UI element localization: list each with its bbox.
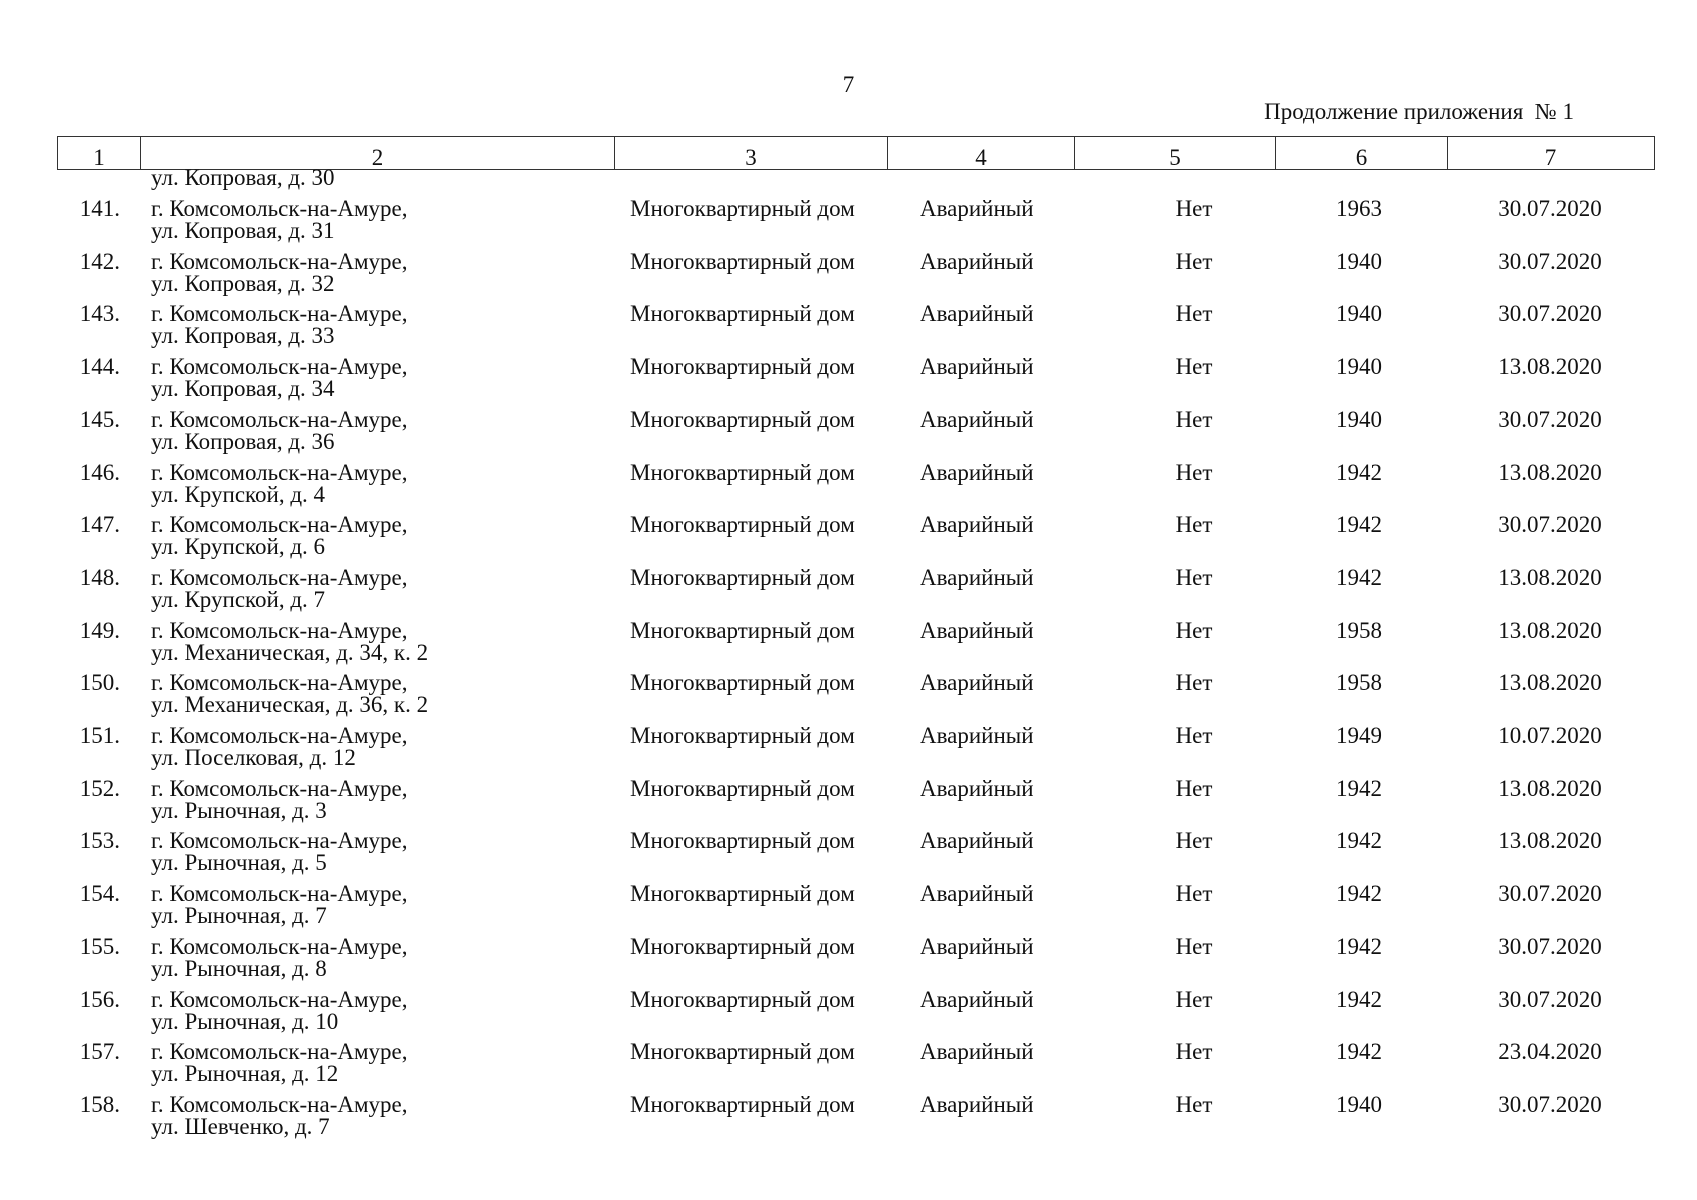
flag-value: Нет xyxy=(1175,248,1213,274)
flag-value: Нет xyxy=(1175,775,1213,801)
row-number: 156. xyxy=(79,986,120,1012)
table-row xyxy=(57,775,1655,831)
row-address xyxy=(151,830,611,874)
header-col-4: 4 xyxy=(888,137,1075,169)
row-address xyxy=(151,1041,611,1085)
building-type: Многоквартирный дом xyxy=(630,459,855,485)
row-number: 147. xyxy=(79,512,120,538)
building-state: Аварийный xyxy=(920,1091,1034,1117)
date-value: 30.07.2020 xyxy=(1498,196,1602,221)
address-city: г. Комсомольск-на-Амуре, xyxy=(151,723,408,748)
address-city: г. Комсомольск-на-Амуре, xyxy=(151,459,408,485)
date-value: 13.08.2020 xyxy=(1498,775,1602,801)
date-value: 13.08.2020 xyxy=(1498,459,1602,485)
table-row xyxy=(57,986,1655,1042)
address-city: г. Комсомольск-на-Амуре, xyxy=(151,775,408,801)
building-type: Многоквартирный дом xyxy=(630,933,855,959)
address-street: ул. Крупской, д. 4 xyxy=(151,481,326,507)
building-state: Аварийный xyxy=(920,248,1034,274)
row-address xyxy=(151,725,611,769)
row-address xyxy=(151,564,611,612)
table-row xyxy=(57,1091,1655,1147)
table-row xyxy=(57,933,1655,989)
row-address xyxy=(151,933,611,981)
flag-value: Нет xyxy=(1175,459,1213,485)
date-value: 13.08.2020 xyxy=(1498,564,1602,590)
address-city: г. Комсомольск-на-Амуре, xyxy=(151,512,408,538)
row-number: 150. xyxy=(79,670,120,696)
date-value: 30.07.2020 xyxy=(1498,406,1602,432)
address-street: ул. Рыночная, д. 12 xyxy=(151,1061,339,1087)
row-address xyxy=(151,775,611,823)
row-address xyxy=(151,672,611,716)
carryover-address: ул. Копровая, д. 30 xyxy=(151,165,335,190)
table-row xyxy=(57,406,1655,462)
building-type: Многоквартирный дом xyxy=(630,828,855,854)
building-state: Аварийный xyxy=(920,617,1034,643)
building-type: Многоквартирный дом xyxy=(630,986,855,1012)
table-row xyxy=(57,672,1655,725)
date-value: 30.07.2020 xyxy=(1498,301,1602,327)
row-address xyxy=(151,883,611,927)
date-value: 13.08.2020 xyxy=(1498,354,1602,380)
address-city: г. Комсомольск-на-Амуре, xyxy=(151,670,408,696)
address-street: ул. Копровая, д. 32 xyxy=(151,270,335,296)
building-state: Аварийный xyxy=(920,670,1034,696)
address-street: ул. Рыночная, д. 7 xyxy=(151,903,327,929)
row-number: 146. xyxy=(79,459,120,485)
address-city: г. Комсомольск-на-Амуре, xyxy=(151,828,408,854)
address-street: ул. Рыночная, д. 8 xyxy=(151,955,327,981)
address-city: г. Комсомольск-на-Амуре, xyxy=(151,617,408,643)
building-state: Аварийный xyxy=(920,828,1034,854)
row-number: 151. xyxy=(79,723,120,748)
building-type: Многоквартирный дом xyxy=(630,301,855,327)
header-col-2: 2 xyxy=(141,137,615,169)
table-row xyxy=(57,248,1655,304)
row-address xyxy=(151,356,611,400)
flag-value: Нет xyxy=(1175,670,1213,696)
building-state: Аварийный xyxy=(920,354,1034,380)
address-city: г. Комсомольск-на-Амуре, xyxy=(151,301,408,327)
building-type: Многоквартирный дом xyxy=(630,670,855,696)
building-type: Многоквартирный дом xyxy=(630,512,855,538)
building-state: Аварийный xyxy=(920,512,1034,538)
year-value: 1940 xyxy=(1336,248,1382,274)
row-number: 158. xyxy=(79,1091,120,1117)
year-value: 1940 xyxy=(1336,354,1382,380)
table-row xyxy=(57,198,1655,251)
year-value: 1942 xyxy=(1336,828,1382,854)
row-number: 144. xyxy=(79,354,120,380)
address-street: ул. Копровая, д. 33 xyxy=(151,323,335,349)
date-value: 30.07.2020 xyxy=(1498,881,1602,907)
year-value: 1942 xyxy=(1336,775,1382,801)
header-col-3: 3 xyxy=(615,137,888,169)
address-city: г. Комсомольск-на-Амуре, xyxy=(151,248,408,274)
year-value: 1942 xyxy=(1336,564,1382,590)
building-state: Аварийный xyxy=(920,406,1034,432)
date-value: 13.08.2020 xyxy=(1498,670,1602,696)
address-street: ул. Поселковая, д. 12 xyxy=(151,745,356,770)
table-row xyxy=(57,725,1655,778)
table-row xyxy=(57,356,1655,409)
address-city: г. Комсомольск-на-Амуре, xyxy=(151,881,408,907)
date-value: 30.07.2020 xyxy=(1498,248,1602,274)
building-type: Многоквартирный дом xyxy=(630,248,855,274)
year-value: 1942 xyxy=(1336,986,1382,1012)
row-address xyxy=(151,1091,611,1139)
address-street: ул. Копровая, д. 31 xyxy=(151,218,335,243)
table-row xyxy=(57,303,1655,356)
flag-value: Нет xyxy=(1175,1091,1213,1117)
year-value: 1958 xyxy=(1336,617,1382,643)
row-address xyxy=(151,459,611,507)
table-row xyxy=(57,459,1655,515)
flag-value: Нет xyxy=(1175,354,1213,380)
address-street: ул. Рыночная, д. 10 xyxy=(151,1008,339,1034)
flag-value: Нет xyxy=(1175,986,1213,1012)
year-value: 1963 xyxy=(1336,196,1382,221)
building-type: Многоквартирный дом xyxy=(630,1039,855,1065)
building-type: Многоквартирный дом xyxy=(630,1091,855,1117)
year-value: 1940 xyxy=(1336,301,1382,327)
date-value: 10.07.2020 xyxy=(1498,723,1602,748)
row-address xyxy=(151,248,611,296)
year-value: 1942 xyxy=(1336,881,1382,907)
row-number: 154. xyxy=(79,881,120,907)
building-type: Многоквартирный дом xyxy=(630,354,855,380)
building-state: Аварийный xyxy=(920,933,1034,959)
row-number: 143. xyxy=(79,301,120,327)
address-city: г. Комсомольск-на-Амуре, xyxy=(151,406,408,432)
address-street: ул. Рыночная, д. 3 xyxy=(151,797,327,823)
table-row xyxy=(57,830,1655,883)
building-state: Аварийный xyxy=(920,723,1034,748)
date-value: 30.07.2020 xyxy=(1498,933,1602,959)
address-city: г. Комсомольск-на-Амуре, xyxy=(151,196,408,221)
table-row xyxy=(57,1041,1655,1094)
header-col-5: 5 xyxy=(1075,137,1276,169)
flag-value: Нет xyxy=(1175,196,1213,221)
flag-value: Нет xyxy=(1175,828,1213,854)
building-state: Аварийный xyxy=(920,196,1034,221)
address-street: ул. Механическая, д. 34, к. 2 xyxy=(151,639,429,665)
address-city: г. Комсомольск-на-Амуре, xyxy=(151,564,408,590)
flag-value: Нет xyxy=(1175,512,1213,538)
address-street: ул. Копровая, д. 34 xyxy=(151,376,335,402)
address-street: ул. Крупской, д. 7 xyxy=(151,586,326,612)
flag-value: Нет xyxy=(1175,1039,1213,1065)
flag-value: Нет xyxy=(1175,881,1213,907)
appendix-note: Продолжение приложения № 1 xyxy=(1264,99,1574,124)
address-street: ул. Копровая, д. 36 xyxy=(151,428,335,454)
flag-value: Нет xyxy=(1175,301,1213,327)
building-state: Аварийный xyxy=(920,881,1034,907)
building-type: Многоквартирный дом xyxy=(630,881,855,907)
year-value: 1940 xyxy=(1336,1091,1382,1117)
building-state: Аварийный xyxy=(920,301,1034,327)
row-address xyxy=(151,303,611,347)
flag-value: Нет xyxy=(1175,406,1213,432)
row-number: 141. xyxy=(79,196,120,221)
header-col-1: 1 xyxy=(58,137,141,169)
flag-value: Нет xyxy=(1175,617,1213,643)
address-city: г. Комсомольск-на-Амуре, xyxy=(151,1039,408,1065)
row-address xyxy=(151,986,611,1034)
address-street: ул. Рыночная, д. 5 xyxy=(151,850,327,876)
year-value: 1940 xyxy=(1336,406,1382,432)
address-street: ул. Механическая, д. 36, к. 2 xyxy=(151,692,429,718)
table-row xyxy=(57,883,1655,936)
building-type: Многоквартирный дом xyxy=(630,196,855,221)
year-value: 1949 xyxy=(1336,723,1382,748)
building-state: Аварийный xyxy=(920,986,1034,1012)
date-value: 13.08.2020 xyxy=(1498,617,1602,643)
address-city: г. Комсомольск-на-Амуре, xyxy=(151,933,408,959)
row-number: 149. xyxy=(79,617,120,643)
row-number: 152. xyxy=(79,775,120,801)
year-value: 1942 xyxy=(1336,459,1382,485)
year-value: 1958 xyxy=(1336,670,1382,696)
building-type: Многоквартирный дом xyxy=(630,775,855,801)
row-address xyxy=(151,617,611,665)
row-number: 145. xyxy=(79,406,120,432)
row-number: 153. xyxy=(79,828,120,854)
address-city: г. Комсомольск-на-Амуре, xyxy=(151,986,408,1012)
flag-value: Нет xyxy=(1175,564,1213,590)
building-state: Аварийный xyxy=(920,775,1034,801)
building-type: Многоквартирный дом xyxy=(630,617,855,643)
table-row xyxy=(57,617,1655,673)
date-value: 30.07.2020 xyxy=(1498,986,1602,1012)
date-value: 13.08.2020 xyxy=(1498,828,1602,854)
date-value: 30.07.2020 xyxy=(1498,512,1602,538)
table-row xyxy=(57,514,1655,567)
year-value: 1942 xyxy=(1336,933,1382,959)
building-state: Аварийный xyxy=(920,564,1034,590)
table-row xyxy=(57,564,1655,620)
row-number: 148. xyxy=(79,564,120,590)
row-number: 155. xyxy=(79,933,120,959)
flag-value: Нет xyxy=(1175,933,1213,959)
address-street: ул. Крупской, д. 6 xyxy=(151,534,326,560)
row-number: 142. xyxy=(79,248,120,274)
page-number: 7 xyxy=(842,72,855,97)
row-number: 157. xyxy=(79,1039,120,1065)
building-state: Аварийный xyxy=(920,459,1034,485)
building-state: Аварийный xyxy=(920,1039,1034,1065)
row-address xyxy=(151,514,611,558)
address-street: ул. Шевченко, д. 7 xyxy=(151,1113,330,1139)
address-city: г. Комсомольск-на-Амуре, xyxy=(151,354,408,380)
header-col-6: 6 xyxy=(1276,137,1448,169)
date-value: 30.07.2020 xyxy=(1498,1091,1602,1117)
date-value: 23.04.2020 xyxy=(1498,1039,1602,1065)
address-city: г. Комсомольск-на-Амуре, xyxy=(151,1091,408,1117)
flag-value: Нет xyxy=(1175,723,1213,748)
row-address xyxy=(151,198,611,242)
row-address xyxy=(151,406,611,454)
year-value: 1942 xyxy=(1336,512,1382,538)
building-type: Многоквартирный дом xyxy=(630,564,855,590)
building-type: Многоквартирный дом xyxy=(630,723,855,748)
building-type: Многоквартирный дом xyxy=(630,406,855,432)
year-value: 1942 xyxy=(1336,1039,1382,1065)
header-col-7: 7 xyxy=(1544,145,1557,170)
